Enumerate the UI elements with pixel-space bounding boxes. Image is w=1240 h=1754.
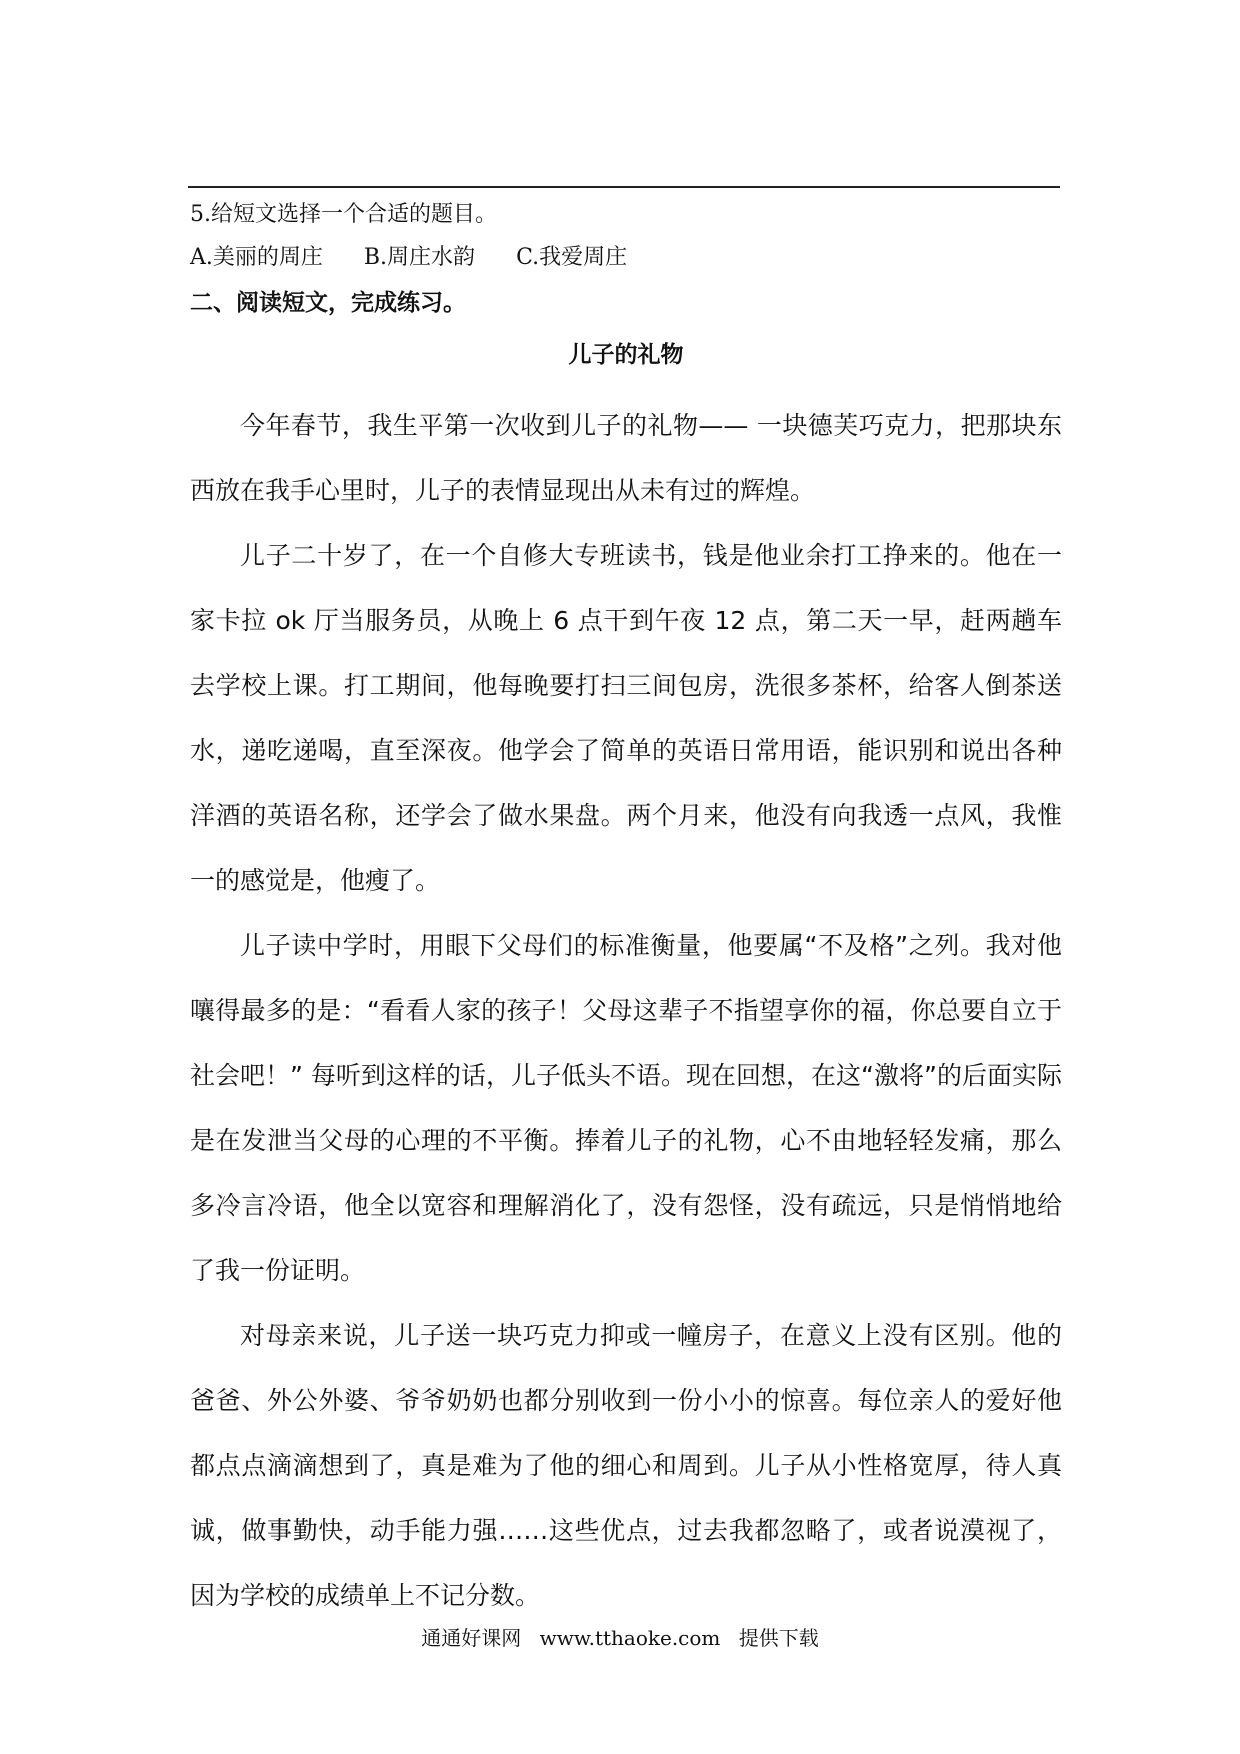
question-5-prompt: 5.给短文选择一个合适的题目。 [190,202,497,227]
paragraph: 儿子读中学时，用眼下父母们的标准衡量，他要属“不及格”之列。我对他嚷得最多的是：“看看人家的孩子！父母这辈子不指望享你的福，你总要自立于社会吧！” 每听到这样的话，儿子低头不语。现在回想，在这“激将”的后面实际是在发泄当父母的心理的不平衡。捧着儿子的礼物，心不由地轻轻发痛，那么多冷言冷语，他全以宽容和理解消化了，没有怨怪，没有疏远，只是悄悄地给了我一份证明。 [190,931,1062,1285]
page-footer [0,1624,1240,1652]
footer-url: www.tthaoke.com [539,1626,721,1650]
footer-site-name: 通通好课网 [421,1626,522,1650]
section-heading: 二、阅读短文，完成练习。 [190,290,466,316]
header-divider [188,186,1060,188]
option-c: C.我爱周庄 [516,245,628,270]
footer-note: 提供下载 [738,1626,819,1650]
option-a: A.美丽的周庄 [190,245,323,270]
article-title: 儿子的礼物 [568,342,684,368]
question-5-options [190,243,627,273]
option-b: B.周庄水韵 [363,245,476,270]
article-body [190,393,1062,1628]
paragraph: 儿子二十岁了，在一个自修大专班读书，钱是他业余打工挣来的。他在一家卡拉 ok 厅当服务员，从晚上 6 点干到午夜 12 点，第二天一早，赶两趟车去学校上课。打工期间，他每晚要打扫三间包房，洗很多茶杯，给客人倒茶送水，递吃递喝，直至深夜。他学会了简单的英语日常用语，能识别和说出各种洋酒的英语名称，还学会了做水果盘。两个月来，他没有向我透一点风，我惟一的感觉是，他瘦了。 [190,541,1062,895]
paragraph: 今年春节，我生平第一次收到儿子的礼物—— 一块德芙巧克力，把那块东西放在我手心里时，儿子的表情显现出从未有过的辉煌。 [190,411,1062,505]
paragraph: 对母亲来说，儿子送一块巧克力抑或一幢房子，在意义上没有区别。他的爸爸、外公外婆、爷爷奶奶也都分别收到一份小小的惊喜。每位亲人的爱好他都点点滴滴想到了，真是难为了他的细心和周到。儿子从小性格宽厚，待人真诚，做事勤快，动手能力强……这些优点，过去我都忽略了，或者说漠视了，因为学校的成绩单上不记分数。 [190,1321,1062,1610]
